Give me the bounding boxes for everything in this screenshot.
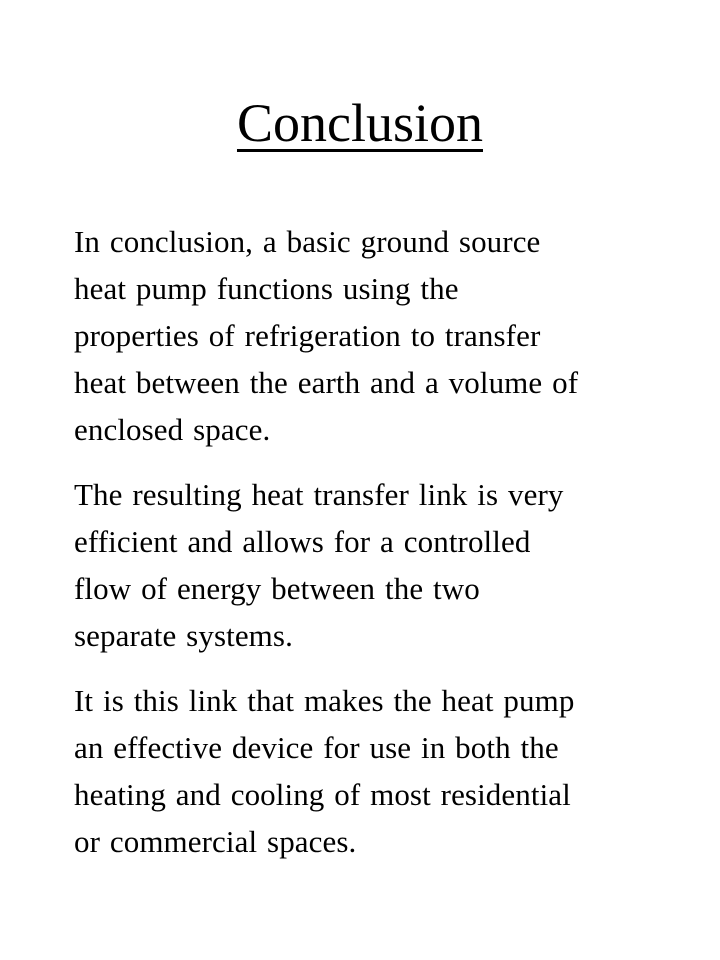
- paragraph-line: It is this link that makes the heat pump: [74, 683, 575, 718]
- paragraph-line: properties of refrigeration to transfer: [74, 318, 541, 353]
- paragraph-line: heat pump functions using the: [74, 271, 459, 306]
- paragraph-line: efficient and allows for a controlled: [74, 524, 531, 559]
- slide-body: [74, 218, 674, 883]
- paragraph-line: heat between the earth and a volume of: [74, 365, 579, 400]
- paragraph-line: separate systems.: [74, 618, 293, 653]
- paragraph-3: [74, 677, 674, 865]
- paragraph-2: [74, 471, 674, 659]
- paragraph-line: or commercial spaces.: [74, 824, 357, 859]
- slide-title: [0, 88, 720, 158]
- paragraph-line: enclosed space.: [74, 412, 271, 447]
- paragraph-line: flow of energy between the two: [74, 571, 480, 606]
- paragraph-1: [74, 218, 674, 453]
- paragraph-line: The resulting heat transfer link is very: [74, 477, 564, 512]
- slide-title-text: Conclusion: [236, 93, 483, 153]
- paragraph-line: heating and cooling of most residential: [74, 777, 571, 812]
- paragraph-line: In conclusion, a basic ground source: [74, 224, 541, 259]
- paragraph-line: an effective device for use in both the: [74, 730, 559, 765]
